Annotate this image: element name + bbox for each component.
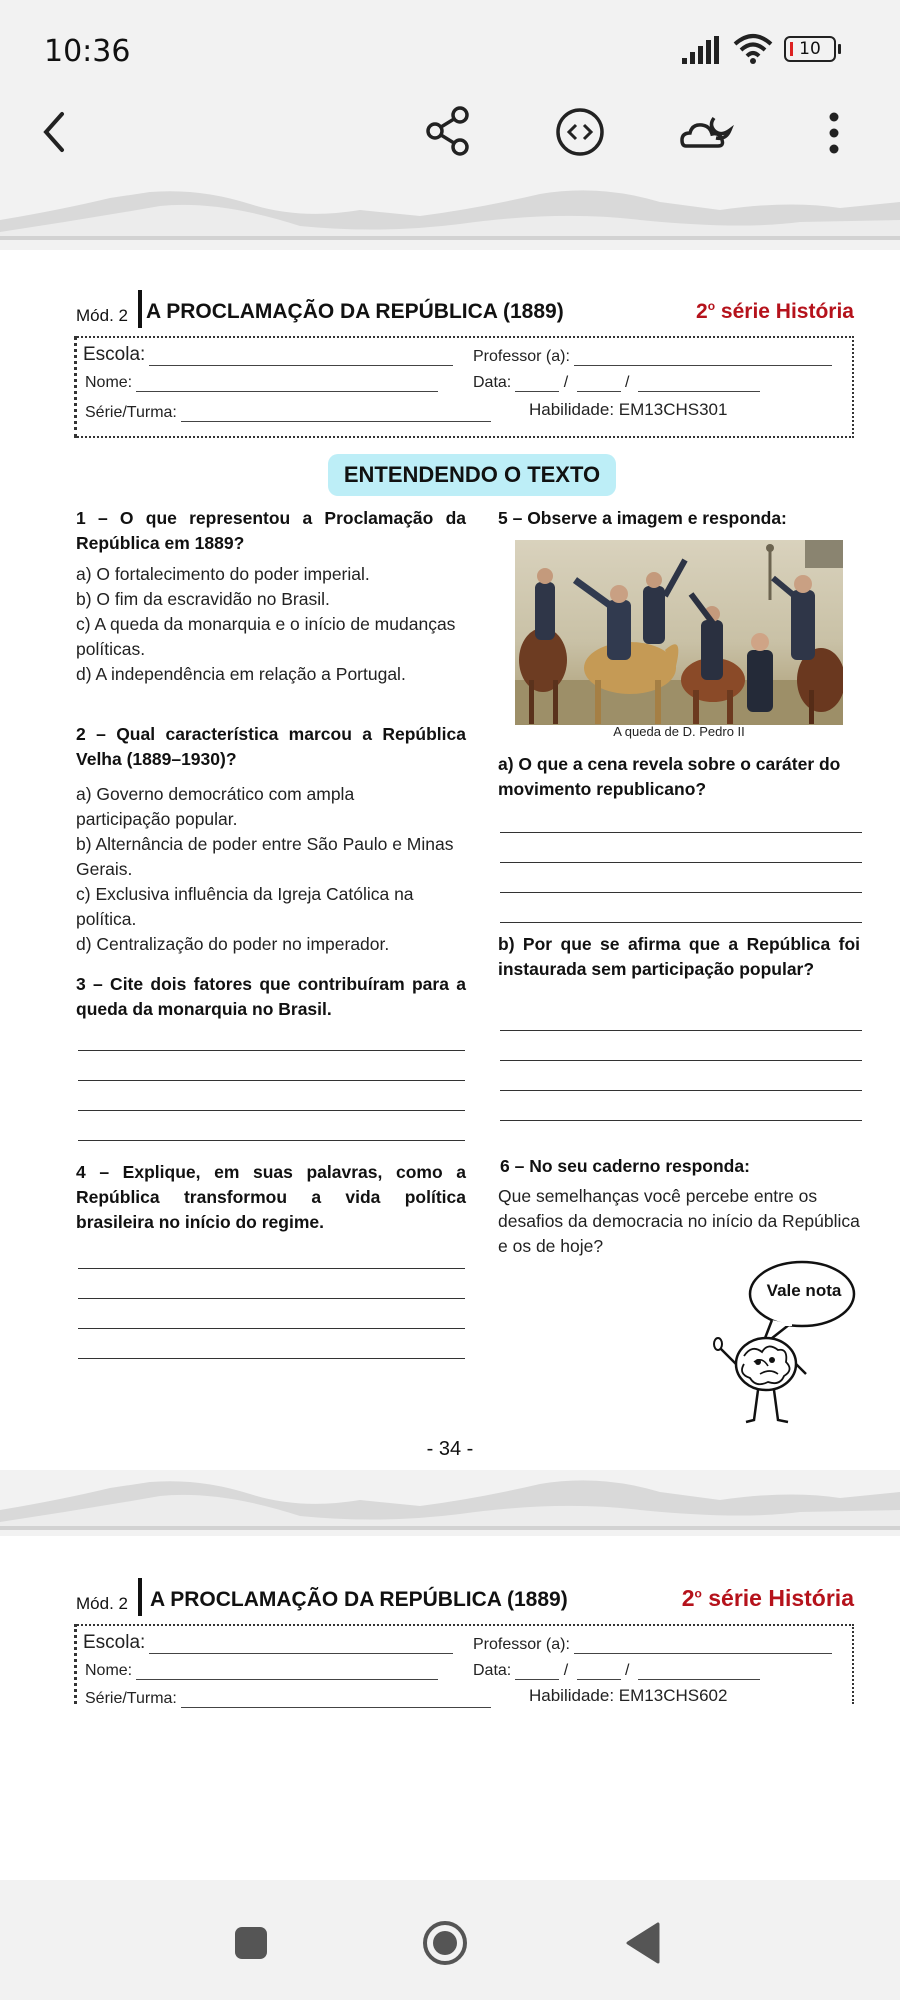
answer-line[interactable] xyxy=(500,892,862,893)
question-6-text: Que semelhanças você percebe entre os desafios da democracia no início da República e os de hoje? xyxy=(498,1186,860,1256)
page-title: A PROCLAMAÇÃO DA REPÚBLICA (1889) xyxy=(150,1588,568,1611)
header-divider xyxy=(138,1578,142,1616)
module-label: Mód. 2 xyxy=(76,1594,128,1613)
answer-line[interactable] xyxy=(500,1090,862,1091)
nome-field[interactable]: Nome: xyxy=(85,374,438,392)
wifi-icon xyxy=(732,32,774,64)
answer-line[interactable] xyxy=(500,862,862,863)
serie-turma-field[interactable]: Série/Turma: xyxy=(85,404,491,422)
code-view-icon[interactable] xyxy=(555,107,605,157)
student-info-box xyxy=(74,1624,854,1707)
q2-option-d[interactable]: d) Centralização do poder no imperador. xyxy=(76,934,390,954)
q2-option-a[interactable]: a) Governo democrático com ampla participação popular. xyxy=(76,784,355,829)
question-5-title: 5 – Observe a imagem e responda: xyxy=(498,508,787,528)
battery-tip xyxy=(838,44,841,54)
q2-option-b[interactable]: b) Alternância de poder entre São Paulo e Minas Gerais. xyxy=(76,834,454,879)
signal-icon xyxy=(682,36,722,64)
answer-line[interactable] xyxy=(78,1358,465,1359)
professor-field[interactable]: Professor (a): xyxy=(473,1636,832,1654)
question-6-title: 6 – No seu caderno responda: xyxy=(500,1156,750,1176)
q1-option-a[interactable]: a) O fortalecimento do poder imperial. xyxy=(76,564,370,584)
vale-nota-label: Vale nota xyxy=(766,1281,842,1300)
answer-line[interactable] xyxy=(78,1140,465,1141)
painting-caption: A queda de D. Pedro II xyxy=(613,724,745,739)
answer-line[interactable] xyxy=(500,1060,862,1061)
share-icon[interactable] xyxy=(425,106,471,156)
question-3-title: 3 – Cite dois fatores que contribuíram para a queda da monarquia no Brasil. xyxy=(76,974,466,1019)
escola-field[interactable]: Escola: xyxy=(83,344,453,366)
answer-line[interactable] xyxy=(78,1080,465,1081)
page-header xyxy=(76,1578,854,1618)
habilidade-label: Habilidade: EM13CHS301 xyxy=(529,400,728,419)
answer-line[interactable] xyxy=(78,1050,465,1051)
escola-field[interactable]: Escola: xyxy=(83,1632,453,1654)
module-label: Mód. 2 xyxy=(76,306,128,325)
torn-paper-edge xyxy=(0,180,900,240)
question-5b-title: b) Por que se afirma que a República foi instaurada sem participação popular? xyxy=(498,934,860,979)
back-icon[interactable] xyxy=(624,1922,660,1964)
serie-turma-field[interactable]: Série/Turma: xyxy=(85,1690,491,1708)
q1-option-b[interactable]: b) O fim da escravidão no Brasil. xyxy=(76,589,330,609)
battery-icon xyxy=(784,36,836,62)
more-options-icon[interactable] xyxy=(826,110,842,156)
answer-line[interactable] xyxy=(78,1268,465,1269)
answer-line[interactable] xyxy=(500,1120,862,1121)
brain-mascot-illustration xyxy=(702,1252,862,1432)
question-4-title: 4 – Explique, em suas palavras, como a República transformou a vida política brasileira no início do regime. xyxy=(76,1162,466,1232)
nome-field[interactable]: Nome: xyxy=(85,1662,438,1680)
q2-option-c[interactable]: c) Exclusiva influência da Igreja Católica na política. xyxy=(76,884,414,929)
battery-level: 10 xyxy=(799,39,821,59)
grade-label: 2$^o$ série História xyxy=(696,299,854,323)
page-title: A PROCLAMAÇÃO DA REPÚBLICA (1889) xyxy=(146,300,564,323)
student-info-box xyxy=(74,336,854,438)
question-2-title: 2 – Qual característica marcou a República Velha (1889–1930)? xyxy=(76,724,466,769)
answer-line[interactable] xyxy=(500,1030,862,1031)
question-5a-title: a) O que a cena revela sobre o caráter do movimento republicano? xyxy=(498,754,841,799)
answer-line[interactable] xyxy=(500,922,862,923)
question-1-title: 1 – O que representou a Proclamação da República em 1889? xyxy=(76,508,466,553)
answer-line[interactable] xyxy=(78,1298,465,1299)
q1-option-c[interactable]: c) A queda da monarquia e o início de mudanças políticas. xyxy=(76,614,456,659)
home-icon[interactable] xyxy=(422,1920,468,1966)
answer-line[interactable] xyxy=(500,832,862,833)
grade-label: 2$^o$ série História xyxy=(681,1585,854,1611)
answer-line[interactable] xyxy=(78,1328,465,1329)
habilidade-label: Habilidade: EM13CHS602 xyxy=(529,1686,728,1705)
q1-option-d[interactable]: d) A independência em relação a Portugal. xyxy=(76,664,406,684)
recent-apps-icon[interactable] xyxy=(234,1926,268,1960)
status-time: 10:36 xyxy=(44,34,131,69)
answer-line[interactable] xyxy=(78,1110,465,1111)
status-bar xyxy=(0,0,900,90)
navigation-bar xyxy=(0,1880,900,2000)
back-arrow-icon[interactable] xyxy=(40,110,70,154)
torn-paper-edge xyxy=(0,1470,900,1530)
app-toolbar xyxy=(0,90,900,180)
header-divider xyxy=(138,290,142,328)
data-field[interactable]: Data: / / xyxy=(473,374,760,392)
data-field[interactable]: Data: / / xyxy=(473,1662,760,1680)
painting-fall-of-pedro-ii xyxy=(515,540,843,725)
page-number: - 34 - xyxy=(426,1438,474,1460)
section-title: ENTENDENDO O TEXTO xyxy=(328,454,616,496)
professor-field[interactable]: Professor (a): xyxy=(473,348,832,366)
night-mode-icon[interactable] xyxy=(680,112,736,152)
page-header xyxy=(76,290,854,330)
